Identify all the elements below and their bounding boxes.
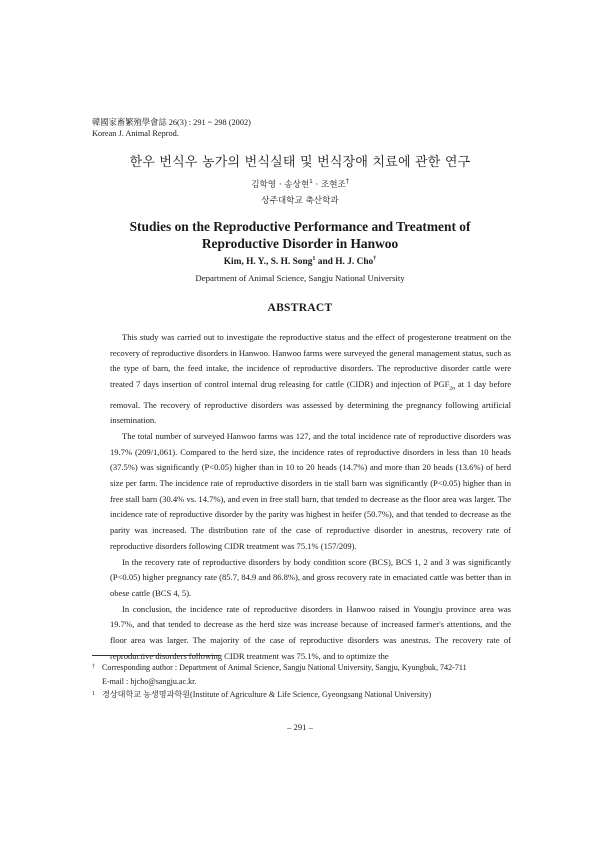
journal-citation [92,118,251,139]
author-mark-1: 1 [309,179,313,186]
footnote-1-text: Corresponding author : Department of Animal Science, Sangju National University, Sangju, Kyungbuk, 742-711 [102,663,467,672]
korean-title: 한우 번식우 농가의 번식실태 및 번식장애 치료에 관한 연구 [129,155,471,170]
footnote-mark-1: 1 [92,691,95,697]
abstract-p1-text-a: This study was carried out to investigate the reproductive status and the effect of progesterone treatment on the recovery of reproductive disorders in Hanwoo. Hanwoo farms were surveyed the general management status, such as the type of barn, the feed intake, the incidence of reproductive disorders. The reproductive disorder cattle were treated 7 days insertion of control internal drug releasing for cattle (CIDR) and injection of PGF [110,332,511,390]
journal-line-1: 韓國家畜繁殖學會誌 26(3) : 291 ~ 298 (2002) [92,118,251,127]
pgf-subscript: 2α [449,385,455,392]
english-authors-part-2: and H. J. Cho [315,257,374,268]
korean-authors-main: 김학영 · 송상현 [251,180,310,190]
korean-affiliation: 상주대학교 축산학과 [261,196,339,206]
page-number: – 291 – [287,722,313,732]
journal-line-2: Korean J. Animal Reprod. [92,128,179,138]
abstract-paragraph-3: In the recovery rate of reproductive disorders by body condition score (BCS), BCS 1, 2 and 3 was significantly (P<0.05) higher pregnancy rate (85.7, 84.9 and 86.8%), and gross recovery rate in emaciated cattle was better than in obese cattle (BCS 4, 5). [110,556,511,598]
abstract-paragraph-4: In conclusion, the incidence rate of reproductive disorders in Hanwoo raised in Youngju province area was 19.7%, and that tended to decrease as the herd size was increase because of increased farmer's attentions, and the floor area was larger. The majority of the case of reproductive disorders was anestrus. The recovery rate of reproductive disorders following CIDR treatment was 75.1%, and to optimize the [110,603,511,661]
abstract-paragraph-2: The total number of surveyed Hanwoo farms was 127, and the total incidence rate of reproductive disorders was 19.7% (209/1,061). Compared to the herd size, the incidence rates of reproductive disorders in less than 10 heads (37.5%) was significantly (P<0.05) higher than in 10 to 20 heads (14.7%) and more than 20 heads (13.6%) of herd size per farm. The incidence rate of reproductive disorders in tie stall barn was significantly (P<0.05) higher than in free stall barn (30.4% vs. 14.7%), and even in free stall barn, that tended to decrease as the floor area was larger. The incidence rate of reproductive disorder by the parity was highest in heifer (50.7%), and that tended to decrease as the parity was increased. The distribution rate of the case of reproductive disorder in anestrus, recovery rate of reproductive disorders following CIDR treatment was 75.1% (157/209). [110,430,511,551]
footnotes [92,661,522,702]
abstract-paragraph-1 [110,330,511,429]
english-authors-part-1: Kim, H. Y., S. H. Song [223,257,313,268]
korean-authors [0,178,600,190]
footnote-2-text: 경상대학교 농생명과학원(Institute of Agriculture & Life Science, Gyeongsang National University) [102,690,432,699]
english-affiliation: Department of Animal Science, Sangju National University [195,273,405,283]
english-title-line-2: Reproductive Disorder in Hanwoo [201,236,399,251]
footnote-1 [92,661,522,675]
footnote-2 [92,688,522,702]
abstract-p1-text-b: at 1 day before removal. The recovery of reproductive disorders was assessed by determining the pregnancy following artificial insemination. [110,379,511,426]
abstract-heading: ABSTRACT [267,302,333,314]
footnote-divider [92,655,220,656]
author-mark-2: † [345,178,349,186]
english-author-mark-1: 1 [312,256,316,262]
english-title-line-1: Studies on the Reproductive Performance and Treatment of [129,219,471,234]
korean-authors-rest: · 조현조 [312,180,346,190]
english-title [0,218,600,252]
english-author-mark-2: † [373,256,377,262]
english-authors [0,256,600,267]
footnote-mark-dagger: † [92,664,95,670]
abstract-body [110,330,511,664]
footnote-1-email: E-mail : hjcho@sangju.ac.kr. [102,676,197,686]
